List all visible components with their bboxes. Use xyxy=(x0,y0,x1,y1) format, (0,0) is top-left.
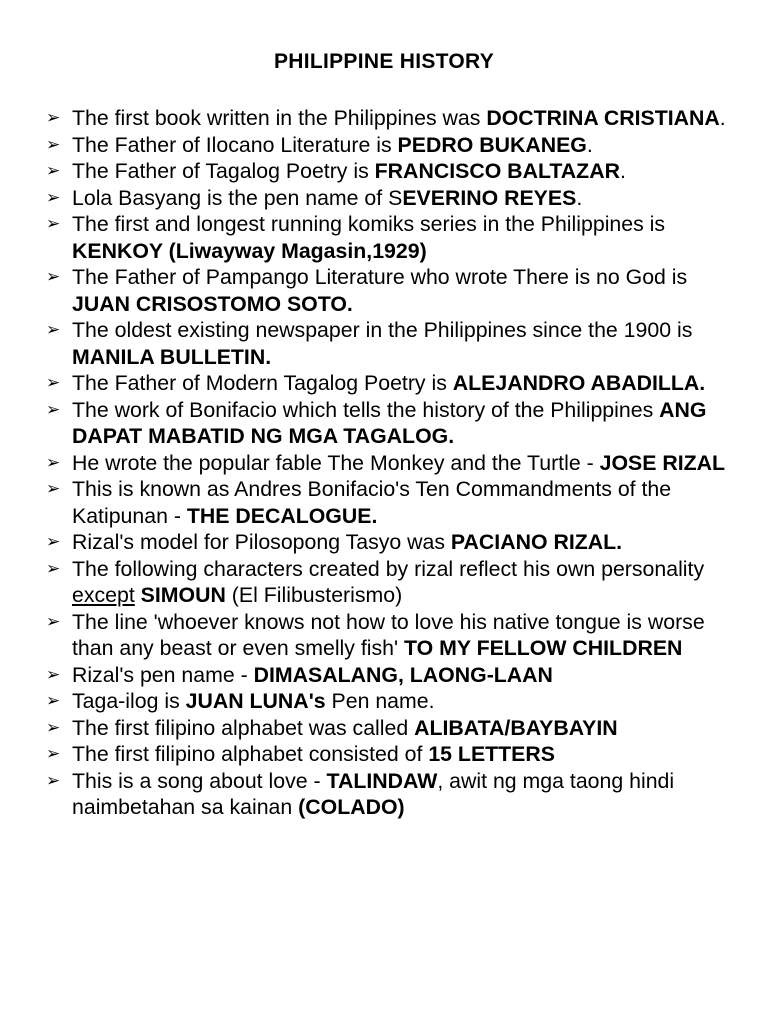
bold-answer-text: PACIANO RIZAL. xyxy=(450,530,623,554)
arrow-bullet-icon: ➢ xyxy=(46,267,61,287)
bold-answer-text: 15 LETTERS xyxy=(428,742,555,766)
underlined-text: except xyxy=(72,583,135,607)
list-item xyxy=(44,450,734,477)
item-text: . xyxy=(586,132,593,157)
item-text: , awit ng mga taong hindi naimbetahan sa kainan xyxy=(72,768,675,819)
item-text: The following characters created by rizal reflect his own personality xyxy=(72,556,705,581)
arrow-bullet-icon: ➢ xyxy=(46,187,61,208)
bold-answer-text: DOCTRINA CRISTIANA xyxy=(486,106,720,130)
bold-answer-text: THE DECALOGUE. xyxy=(186,503,378,528)
list-item xyxy=(44,715,734,742)
item-text: He wrote the popular fable The Monkey and the Turtle - xyxy=(72,450,600,475)
item-text: The first and longest running komiks series in the Philippines is xyxy=(72,212,666,236)
bold-answer-text: KENKOY (Liwayway Magasin,1929) xyxy=(72,238,427,263)
item-text: Lola Basyang is the pen name of S xyxy=(72,185,403,210)
arrow-bullet-icon: ➢ xyxy=(46,134,61,155)
list-item xyxy=(44,132,734,159)
list-item xyxy=(44,476,734,529)
arrow-bullet-icon: ➢ xyxy=(46,611,61,632)
bold-answer-text: FRANCISCO BALTAZAR xyxy=(374,159,620,183)
item-text: The first filipino alphabet was called xyxy=(72,715,415,740)
arrow-bullet-icon: ➢ xyxy=(46,664,61,685)
item-text: (El Filibusterismo) xyxy=(225,583,403,607)
item-text: The first filipino alphabet consisted of xyxy=(72,742,429,766)
arrow-bullet-icon: ➢ xyxy=(46,691,61,711)
bold-answer-text: TO MY FELLOW CHILDREN xyxy=(403,636,683,660)
list-item xyxy=(44,105,734,132)
list-item xyxy=(44,397,734,450)
bold-answer-text: MANILA BULLETIN. xyxy=(72,344,272,369)
arrow-bullet-icon: ➢ xyxy=(46,373,61,393)
facts-list xyxy=(44,105,734,821)
bold-answer-text: JUAN LUNA's xyxy=(185,689,326,713)
item-text: The first book written in the Philippines was xyxy=(72,106,487,130)
item-text: The Father of Ilocano Literature is xyxy=(72,132,398,157)
item-text: Pen name. xyxy=(325,689,435,713)
arrow-bullet-icon: ➢ xyxy=(46,399,61,420)
bold-answer-text: ALIBATA/BAYBAYIN xyxy=(414,715,618,740)
arrow-bullet-icon: ➢ xyxy=(46,558,61,579)
item-text: . xyxy=(719,106,726,130)
item-text: The Father of Modern Tagalog Poetry is xyxy=(72,371,453,395)
arrow-bullet-icon: ➢ xyxy=(46,452,61,473)
bold-answer-text: JOSE RIZAL xyxy=(599,450,726,475)
arrow-bullet-icon: ➢ xyxy=(46,161,61,181)
list-item xyxy=(44,556,734,609)
item-text: The work of Bonifacio which tells the history of the Philippines xyxy=(72,397,660,422)
list-item xyxy=(44,211,734,264)
item-text: The line 'whoever knows not how to love his native tongue is worse than any beast or even smelly fish' xyxy=(72,609,705,660)
list-item xyxy=(44,688,734,715)
arrow-bullet-icon: ➢ xyxy=(46,717,61,738)
list-item xyxy=(44,264,734,317)
bold-answer-text: ANG DAPAT MABATID NG MGA TAGALOG. xyxy=(72,397,707,448)
item-text: . xyxy=(576,185,583,210)
item-text: The Father of Pampango Literature who wrote There is no God is xyxy=(72,265,688,289)
arrow-bullet-icon: ➢ xyxy=(46,320,61,340)
page-title: PHILIPPINE HISTORY xyxy=(273,50,495,73)
bold-answer-text: ALEJANDRO ABADILLA. xyxy=(452,371,706,395)
arrow-bullet-icon: ➢ xyxy=(46,770,61,791)
list-item xyxy=(44,741,734,768)
item-text: This is a song about love - xyxy=(72,768,327,793)
list-item xyxy=(44,662,734,689)
list-item xyxy=(44,370,734,397)
bold-answer-text: TALINDAW xyxy=(326,768,438,793)
item-text: This is known as Andres Bonifacio's Ten Commandments of the Katipunan - xyxy=(72,477,672,528)
bold-answer-text: (COLADO) xyxy=(298,795,405,819)
arrow-bullet-icon: ➢ xyxy=(46,108,61,128)
item-text: Taga-ilog is xyxy=(72,689,186,713)
bold-answer-text: DIMASALANG, LAONG-LAAN xyxy=(253,662,553,687)
list-item xyxy=(44,768,734,821)
list-item xyxy=(44,609,734,662)
list-item xyxy=(44,185,734,212)
item-text: Rizal's pen name - xyxy=(72,662,254,687)
arrow-bullet-icon: ➢ xyxy=(46,479,61,499)
arrow-bullet-icon: ➢ xyxy=(46,532,61,552)
list-item xyxy=(44,158,734,185)
list-item xyxy=(44,317,734,370)
bold-answer-text: SIMOUN xyxy=(140,583,226,607)
item-text: The oldest existing newspaper in the Philippines since the 1900 is xyxy=(72,318,693,342)
item-text: The Father of Tagalog Poetry is xyxy=(72,159,375,183)
bold-answer-text: EVERINO REYES xyxy=(402,185,577,210)
arrow-bullet-icon: ➢ xyxy=(46,744,61,764)
bold-answer-text: PEDRO BUKANEG xyxy=(397,132,587,157)
list-item xyxy=(44,529,734,556)
item-text: Rizal's model for Pilosopong Tasyo was xyxy=(72,530,451,554)
bold-answer-text: JUAN CRISOSTOMO SOTO. xyxy=(72,291,353,316)
arrow-bullet-icon: ➢ xyxy=(46,214,61,234)
item-text: . xyxy=(619,159,626,183)
